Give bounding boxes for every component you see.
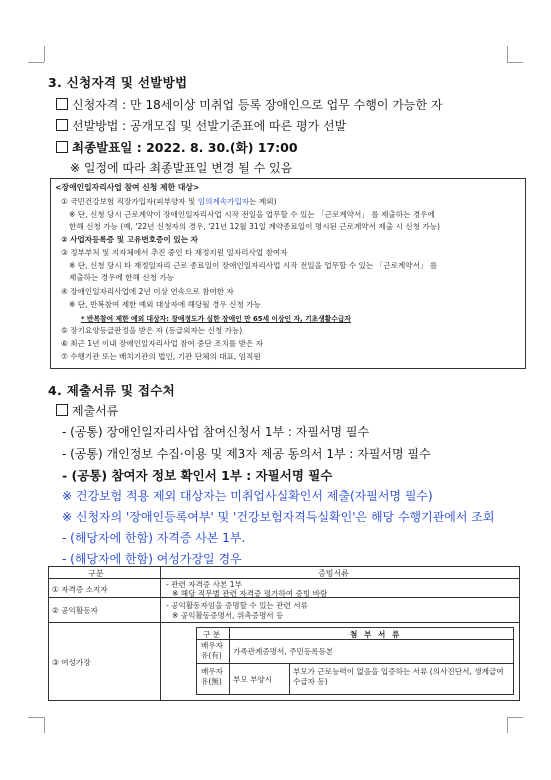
restriction-line: ② 사업자등록증 및 고유번호증이 있는 자 <box>61 235 199 244</box>
row-text: - 공익활동자임을 증명할 수 있는 관련 서류 <box>166 601 308 610</box>
crop-mark <box>507 717 508 733</box>
selection-method-item <box>56 117 346 134</box>
row-text: ※ 해당 직무별 관련 자격증 평가하여 증빙 바람 <box>172 589 328 598</box>
restriction-line: ※ 단, 반복참여 제한 예외 대상자에 해당될 경우 신청 가능 <box>69 300 261 309</box>
restriction-line: ⑤ 장기요양등급판정을 받은 자 (등급외자는 신청 가능) <box>61 326 243 335</box>
restriction-line: ① 국민건강보험 직장가입자(피부양자 및 임의계속가입자는 제외) <box>61 197 277 206</box>
document-item: - (공통) 개인정보 수집·이용 및 제3자 제공 동의서 1부 : 자필서명 필수 <box>62 447 431 461</box>
restriction-line: ③ 정부부처 및 지자체에서 추진 중인 타 재정지원 일자리사업 참여자 <box>61 248 288 257</box>
restriction-line: 한해 신청 가능 (예, '22년 신청자의 경우, '21년 12월 31일 계약종료일이 명시된 근로계약서 제출 시 신청 가능) <box>69 222 440 231</box>
selection-method-text: 선발방법 : 공개모집 및 선발기준표에 따른 평가 선발 <box>72 119 347 133</box>
subtable-header: 구 분 <box>203 630 221 639</box>
date-change-note: ※ 일정에 따라 최종발표일 변경 될 수 있음 <box>70 161 293 175</box>
subtable-text: 부모 부양시 <box>233 675 273 684</box>
qualification-text: 신청자격 : 만 18세이상 미취업 등록 장애인으로 업무 수행이 가능한 자 <box>72 98 443 112</box>
section3-heading: 3. 신청자격 및 선발방법 <box>48 75 188 90</box>
row-label: ① 자격증 소지자 <box>52 585 108 594</box>
subtable-label: 배우자 유(有) <box>201 641 224 660</box>
optional-document: - (해당자에 한함) 여성가장일 경우 <box>62 552 242 566</box>
announcement-date-text: 최종발표일 : 2022. 8. 30.(화) 17:00 <box>72 140 298 155</box>
row-text: ※ 공익활동증명서, 위촉증명서 등 <box>172 611 284 620</box>
checkbox-icon <box>56 119 68 131</box>
restriction-line: 제출하는 경우에 한해 신청 가능 <box>69 273 175 282</box>
crop-mark <box>28 62 44 63</box>
blue-note: ※ 신청자의 '장애인등록여부' 및 '건강보험자격득실확인'은 해당 수행기관에서 조회 <box>62 510 495 524</box>
restriction-line: ⑥ 최근 1년 이내 장애인일자리사업 참여 중단 조치를 받은 자 <box>61 339 264 348</box>
restriction-title: <장애인일자리사업 참여 신청 제한 대상> <box>55 183 200 192</box>
subtable-text: 가족관계증명서, 주민등록등본 <box>233 647 334 656</box>
qualification-item <box>56 96 442 113</box>
table-header: 구분 <box>88 569 104 578</box>
restriction-line: ④ 장애인일자리사업에 2년 이상 연속으로 참여한 자 <box>61 287 234 296</box>
restriction-line: * 반복참여 제한 예외 대상자: 장애정도가 심한 장애인 만 65세 이상인 자, 기초생활수급자 <box>81 315 351 323</box>
crop-mark <box>28 717 44 718</box>
restriction-line: ※ 단, 신청 당시 근로계약이 장애인일자리사업 시작 전일을 업무할 수 있는 「근로계약서」 를 제출하는 경우에 <box>69 210 435 219</box>
checkbox-icon <box>56 141 68 153</box>
blue-note: ※ 건강보험 적용 제외 대상자는 미취업사실확인서 제출(자필서명 필수) <box>62 489 433 503</box>
row-label: ② 공익활동자 <box>52 606 98 615</box>
restriction-line: ※ 단, 신청 당시 타 재정일자리 근로 종료일이 장애인일자리사업 시작 전일을 업무할 수 있는 「근로계약서」 를 <box>69 261 438 270</box>
subtable-header: 첨 부 서 류 <box>350 630 402 639</box>
crop-mark <box>507 46 508 62</box>
checkbox-icon <box>56 404 68 416</box>
section4-heading: 4. 제출서류 및 접수처 <box>48 383 176 398</box>
subtable-text: 부모가 근로능력이 없음을 입증하는 서류 (의사진단서, 생계급여수급자 등) <box>293 667 504 686</box>
row-text: - 관련 자격증 사본 1부 <box>166 580 242 589</box>
crop-mark <box>507 717 523 718</box>
table-header: 증빙서류 <box>318 569 349 578</box>
restriction-line: ⑦ 수행기관 또는 배치기관의 법인, 기관 단체의 대표, 임직원 <box>61 352 261 361</box>
document-item: - (공통) 장애인일자리사업 참여신청서 1부 : 자필서명 필수 <box>62 425 370 439</box>
crop-mark <box>44 46 45 62</box>
row-label: ③ 여성가장 <box>52 658 91 667</box>
subtable-label: 배우자 유(無) <box>201 667 224 686</box>
documents-subheading <box>56 402 118 419</box>
announcement-date-item <box>56 138 298 156</box>
crop-mark <box>44 717 45 733</box>
crop-mark <box>507 62 523 63</box>
optional-document: - (해당자에 한함) 자격증 사본 1부. <box>62 531 246 545</box>
documents-label: 제출서류 <box>72 404 119 418</box>
document-item: - (공통) 참여자 정보 확인서 1부 : 자필서명 필수 <box>62 468 333 483</box>
checkbox-icon <box>56 98 68 110</box>
restriction-box <box>50 178 526 369</box>
